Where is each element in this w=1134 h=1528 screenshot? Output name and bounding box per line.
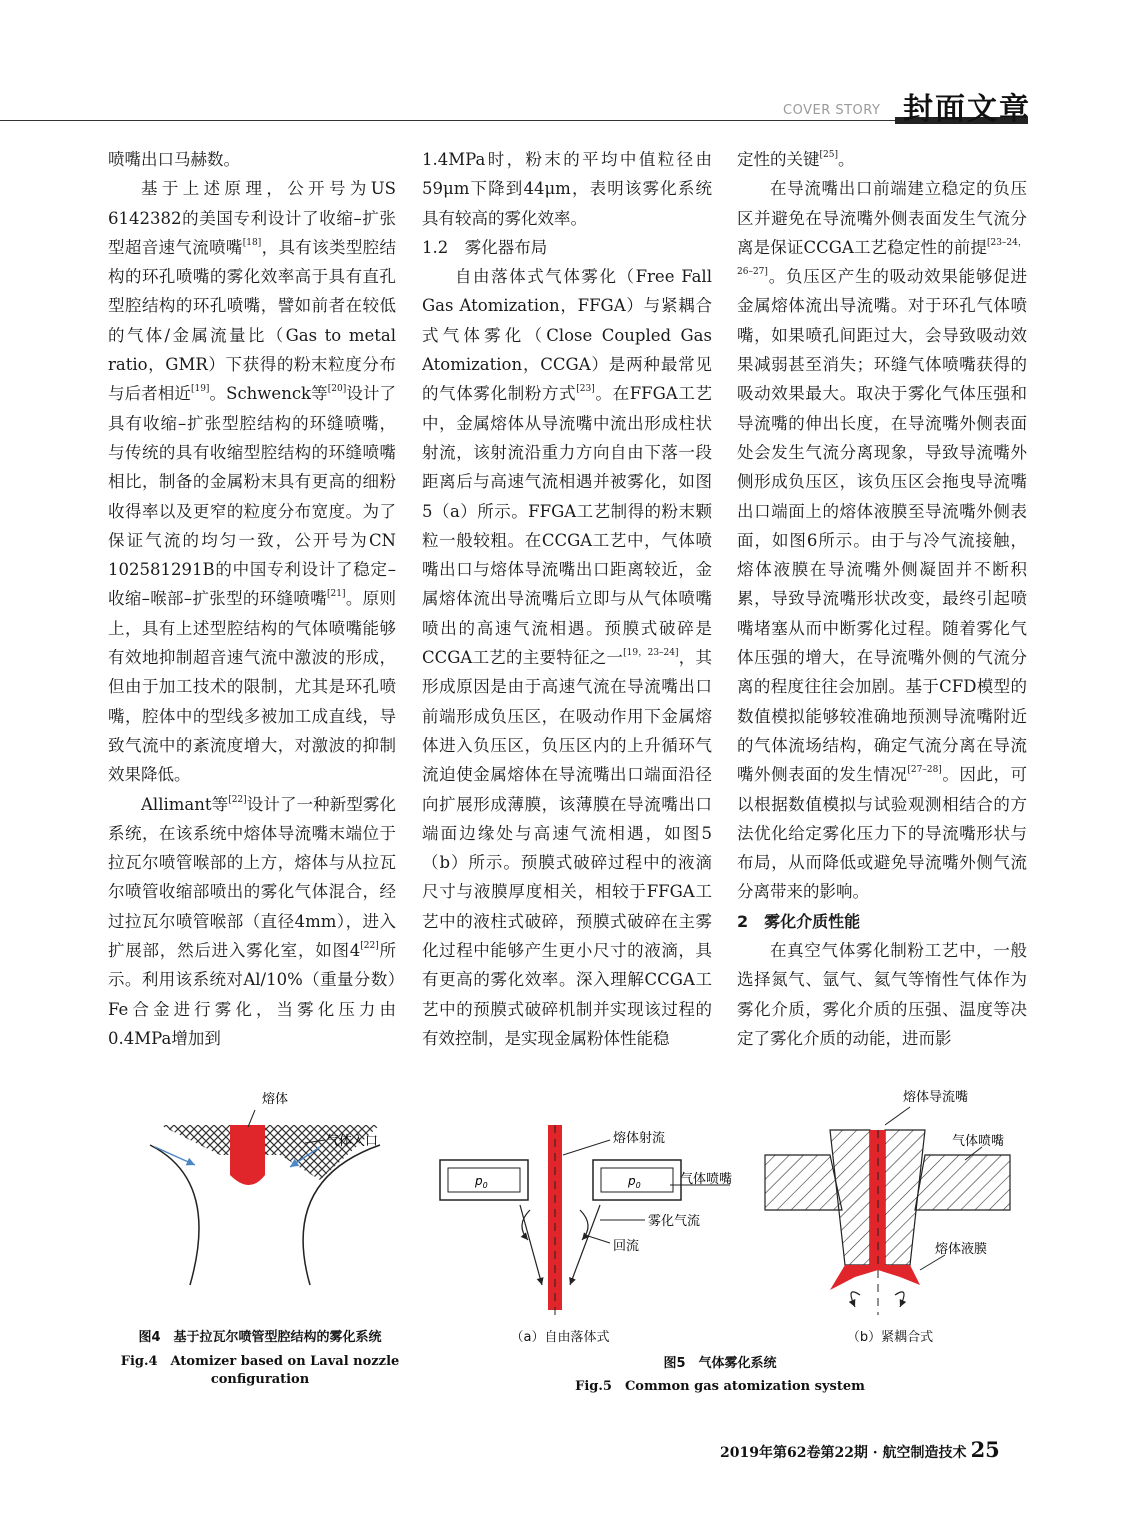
figure-5b-subcaption: （b）紧耦合式 (846, 1330, 934, 1345)
leader-film (920, 1255, 945, 1270)
paragraph: 在导流嘴出口前端建立稳定的负压区并避免在导流嘴外侧表面发生气流分离是保证CCGA工艺稳定性的前提[23–24，26–27]。负压区产生的吸动效果能够促进金属熔体流出导流嘴。对于环孔气体喷嘴，如果喷孔间距过大，会导致吸动效果减弱甚至消失；环缝气体喷嘴获得的吸动效果最大。取决于雾化气体压强和导流嘴的伸出长度，在导流嘴外侧表面处会发生气流分离现象，导致导流嘴外侧形成负压区，该负压区会拖曳导流嘴出口端面上的熔体液膜至导流嘴外侧表面，如图6所示。由于与冷气流接触，熔体液膜在导流嘴外侧凝固并不断积累，导致导流嘴形状改变，最终引起喷嘴堵塞从而中断雾化过程。随着雾化气体压强的增大，在导流嘴外侧的气流分离的程度往往会加剧。基于CFD模型的数值模拟能够较准确地预测导流嘴附近的气体流场结构，确定气流分离在导流嘴外侧表面的发生情况[27–28]。因此，可以根据数值模拟与试验观测相结合的方法优化给定雾化压力下的导流嘴形状与布局，从而降低或避免导流嘴外侧气流分离带来的影响。 (737, 179, 1028, 902)
figure-4-diagram (110, 1085, 410, 1320)
figure-5-caption-en: Fig.5 Common gas atomization system (575, 1379, 865, 1394)
paragraph: Allimant等[22]设计了一种新型雾化系统，在该系统中熔体导流嘴末端位于拉瓦尔喷管喉部的上方，熔体与从拉瓦尔喷管收缩部喷出的雾化气体混合，经过拉瓦尔喷管喉部（直径4mm），进入扩展部，然后进入雾化室，如图4[22]所示。利用该系统对Al/10%（重量分数）Fe合金进行雾化，当雾化压力由0.4MPa增加到 (108, 794, 397, 1048)
label-melt-film: 熔体液膜 (935, 1242, 988, 1257)
paragraph: 在真空气体雾化制粉工艺中，一般选择氮气、氩气、氦气等惰性气体作为雾化介质，雾化介质的压强、温度等决定了雾化介质的动能，进而影 (737, 941, 1027, 1048)
gas-nozzle-right-b (915, 1155, 1010, 1210)
label-gas-nozzle-b: 气体喷嘴 (952, 1134, 1005, 1149)
section-heading: 2 雾化介质性能 (737, 911, 861, 931)
text-column-3 (737, 145, 1027, 1053)
paragraph: 基于上述原理，公开号为US 6142382的美国专利设计了收缩–扩张型超音速气流喷嘴[18]，具有该类型腔结构的环孔喷嘴的雾化效率高于具有直孔型腔结构的环孔喷嘴，譬如前者在较低的气体/金属流量比（Gas to metal ratio，GMR）下获得的粉末粒度分布与后者相近[19]。Schwenck等[20]设计了具有收缩–扩张型腔结构的环缝喷嘴，与传统的具有收缩型腔结构的环缝喷嘴相比，制备的金属粉末具有更高的细粉收得率以及更窄的粒度分布宽度。为了保证气流的均匀一致，公开号为CN 102581291B的中国专利设计了稳定–收缩–喉部–扩张型的环缝喷嘴[21]。原则上，具有上述型腔结构的气体喷嘴能够有效地抑制超音速气流中激波的形成，但由于加工技术的限制，尤其是环孔喷嘴，腔体中的型线多被加工成直线，导致气流中的紊流度增大，对激波的抑制效果降低。 (108, 179, 397, 785)
figure-4-caption-en: Fig.4 Atomizer based on Laval nozzle (120, 1354, 400, 1369)
label-backflow: 回流 (613, 1239, 640, 1254)
figure-4-caption-en-2: configuration (210, 1372, 310, 1387)
section-heading: 1.2 雾化器布局 (422, 237, 548, 257)
label-melt: 熔体 (262, 1092, 289, 1107)
leader-guide (885, 1107, 910, 1125)
page-number: 25 (970, 1437, 1000, 1462)
melt-film (830, 1265, 920, 1290)
figure-5-caption-zh: 图5 气体雾化系统 (663, 1356, 777, 1371)
paragraph: 1.4MPa时，粉末的平均中值粒径由59μm下降到44μm，表明该雾化系统具有较高的雾化效率。 (422, 150, 712, 228)
recirc-left-b (851, 1292, 860, 1307)
gas-nozzle-left-b (765, 1155, 842, 1210)
label-atomizing-flow: 雾化气流 (648, 1214, 701, 1229)
recirc-right-b (895, 1292, 904, 1307)
label-gas-nozzle: 气体喷嘴 (680, 1172, 733, 1187)
flow-arrow-left (520, 1205, 542, 1285)
label-gas-inlet: 气体入口 (326, 1134, 379, 1149)
leader-jet (563, 1140, 610, 1155)
text-column-1 (108, 145, 396, 1053)
laval-wall-left (150, 1145, 199, 1285)
paragraph: 定性的关键[25]。 (737, 150, 855, 169)
pressure-label-left: $p_0$ (475, 1174, 488, 1190)
leader-melt (248, 1110, 255, 1127)
paragraph: 自由落体式气体雾化（Free Fall Gas Atomization，FFGA）与紧耦合式气体雾化（Close Coupled Gas Atomization，CCGA）是两种最常见的气体雾化制粉方式[23]。在FFGA工艺中，金属熔体从导流嘴中流出形成柱状射流，该射流沿重力方向自由下落一段距离后与高速气流相遇并被雾化，如图5（a）所示。FFGA工艺制得的粉末颗粒一般较粗。在CCGA工艺中，气体喷嘴出口与熔体导流嘴出口距离较近，金属熔体流出导流嘴后立即与从气体喷嘴喷出的高速气流相遇。预膜式破碎是CCGA工艺的主要特征之一[19，23–24]，其形成原因是由于高速气流在导流嘴出口前端形成负压区，在吸动作用下金属熔体进入负压区，负压区内的上升循环气流迫使金属熔体在导流嘴出口端面沿径向扩展形成薄膜，该薄膜在导流嘴出口端面边缘处与高速气流相遇，如图5（b）所示。预膜式破碎过程中的液滴尺寸与液膜厚度相关，相较于FFGA工艺中的液柱式破碎，预膜式破碎在主雾化过程中能够产生更小尺寸的液滴，具有更高的雾化效率。深入理解CCGA工艺中的预膜式破碎机制并实现该过程的有效控制，是实现金属粉体性能稳 (422, 267, 712, 1048)
gas-nozzle-left (440, 1160, 528, 1200)
header-rule (0, 120, 1022, 121)
leader-back (585, 1235, 610, 1243)
label-jet: 熔体射流 (613, 1131, 666, 1146)
figure-5a-subcaption: （a）自由落体式 (510, 1330, 610, 1345)
pressure-label-right: $p_0$ (628, 1174, 641, 1190)
label-guide-tube: 熔体导流嘴 (903, 1090, 969, 1105)
gas-nozzle-right (593, 1160, 681, 1200)
figure-5b-diagram (760, 1085, 1025, 1320)
melt-stream (230, 1125, 265, 1185)
cover-story-label: COVER STORY (783, 103, 881, 118)
figure-5a-diagram (430, 1115, 750, 1320)
journal-info: 2019年第62卷第22期 · 航空制造技术 (720, 1445, 967, 1461)
page-footer (720, 1437, 1000, 1462)
paragraph: 喷嘴出口马赫数。 (108, 150, 240, 169)
text-column-2 (422, 145, 712, 1053)
figure-4-caption-zh: 图4 基于拉瓦尔喷管型腔结构的雾化系统 (138, 1330, 382, 1345)
cover-story-title: 封面文章 (903, 92, 1031, 127)
